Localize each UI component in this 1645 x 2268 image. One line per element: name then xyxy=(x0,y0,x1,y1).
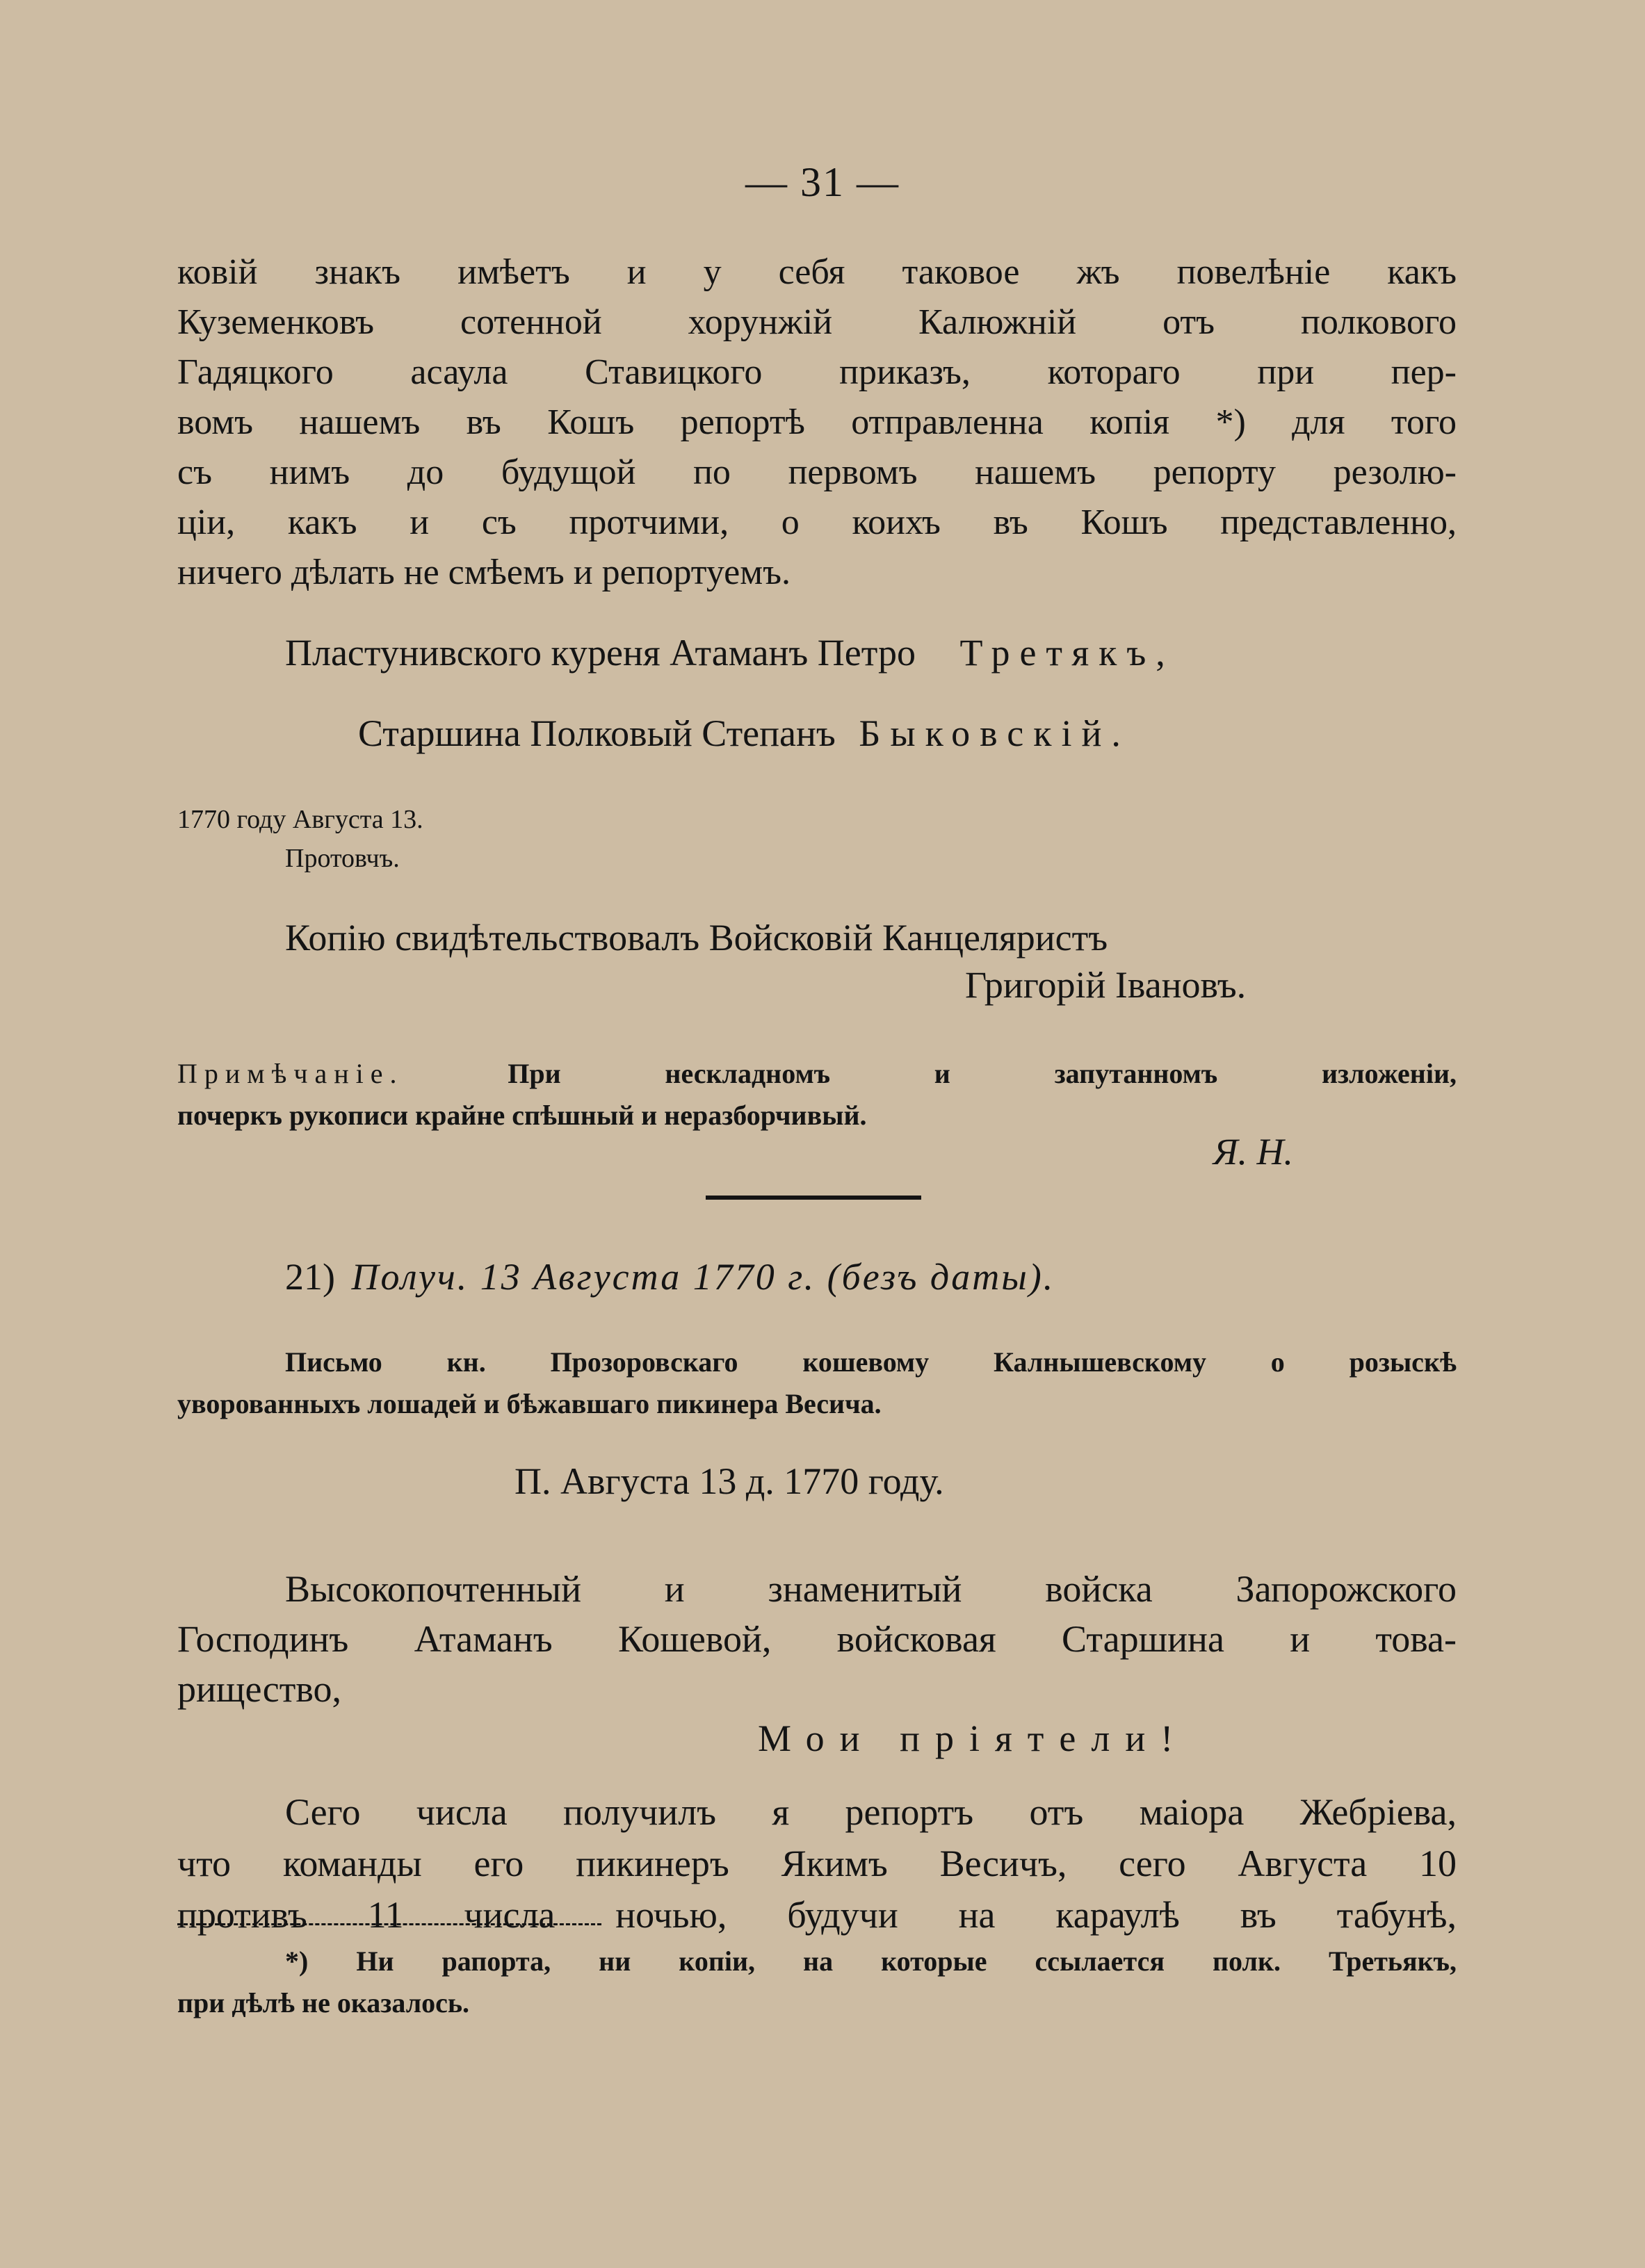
text-line: вомъ нашемъ въ Кошъ репортѣ отправленна копія *) для того xyxy=(177,402,1457,442)
editor-initials: Я. Н. xyxy=(1213,1131,1293,1173)
text-line: съ нимъ до будущой по первомъ нашемъ репорту резолю- xyxy=(177,452,1457,492)
document-summary xyxy=(177,1341,1457,1425)
text-line: Высокопочтенный и знаменитый войска Запорожского xyxy=(285,1568,1457,1610)
remark-label: Примѣчаніе. xyxy=(177,1058,404,1089)
signature-name: Быковскій. xyxy=(859,712,1131,754)
text-line: ковій знакъ имѣетъ и у себя таковое жъ повелѣніе какъ xyxy=(177,252,1457,292)
editor-remark xyxy=(177,1053,1457,1136)
footnote-line: *) Ни рапорта, ни копіи, на которые ссылается полк. Третьякъ, xyxy=(285,1945,1457,1977)
read-mark: Протовчъ. xyxy=(285,844,400,873)
footnote-divider xyxy=(177,1923,601,1925)
signature-ataman xyxy=(285,631,1175,674)
remark-line: почеркъ рукописи крайне спѣшный и неразборчивый. xyxy=(177,1100,867,1131)
text-line: рищество, xyxy=(177,1668,341,1710)
document-heading xyxy=(285,1255,1055,1298)
footnote xyxy=(177,1941,1457,2024)
signature-title: Старшина Полковый Степанъ xyxy=(358,712,836,754)
letter-body xyxy=(177,1786,1457,1941)
summary-line: уворованныхъ лошадей и бѣжавшаго пикинера Весича. xyxy=(177,1388,882,1419)
signature-title: Пластунивского куреня Атаманъ Петро xyxy=(285,632,916,674)
remark-text: При нескладномъ и запутанномъ изложеніи, xyxy=(508,1058,1457,1089)
section-divider xyxy=(706,1196,921,1200)
text-line: ціи, какъ и съ протчими, о коихъ въ Кошъ представленно, xyxy=(177,503,1457,542)
summary-line: Письмо кн. Прозоровскаго кошевому Калнышевскому о розыскѣ xyxy=(285,1346,1457,1378)
signature-name: Третякъ, xyxy=(959,632,1175,674)
text-line: Гадяцкого асаула Ставицкого приказъ, котораго при пер- xyxy=(177,352,1457,392)
text-line: Господинъ Атаманъ Кошевой, войсковая Старшина и това- xyxy=(177,1618,1457,1660)
letter-salutation: Мои пріятели! xyxy=(758,1718,1189,1759)
copy-certifier-name: Григорій Івановъ. xyxy=(965,964,1247,1006)
remark-line xyxy=(177,1053,1457,1095)
text-line: что команды его пикинеръ Якимъ Весичъ, сего Августа 10 xyxy=(177,1843,1457,1884)
document-number: 21) xyxy=(285,1256,335,1298)
footnote-line: при дѣлѣ не оказалось. xyxy=(177,1987,470,2018)
text-line: Сего числа получилъ я репортъ отъ маіора Жебріева, xyxy=(285,1791,1457,1833)
signature-starshina xyxy=(358,712,1131,755)
text-line: ничего дѣлать не смѣемъ и репортуемъ. xyxy=(177,553,791,592)
text-line: противъ 11 числа ночью, будучи на караулѣ въ табунѣ, xyxy=(177,1894,1457,1936)
copy-certification: Копію свидѣтельствовалъ Войсковій Канцеляристъ xyxy=(285,917,1108,958)
document-receipt-note: Получ. 13 Августа 1770 г. (безъ даты). xyxy=(351,1256,1055,1298)
letter-address xyxy=(177,1564,1457,1714)
document-date-header: П. Августа 13 д. 1770 году. xyxy=(514,1460,944,1502)
page-number: — 31 — xyxy=(745,159,900,205)
paragraph-continuation xyxy=(177,247,1457,598)
date-line: 1770 году Августа 13. xyxy=(177,805,423,834)
text-line: Куземенковъ сотенной хорунжій Калюжній отъ полкового xyxy=(177,302,1457,342)
